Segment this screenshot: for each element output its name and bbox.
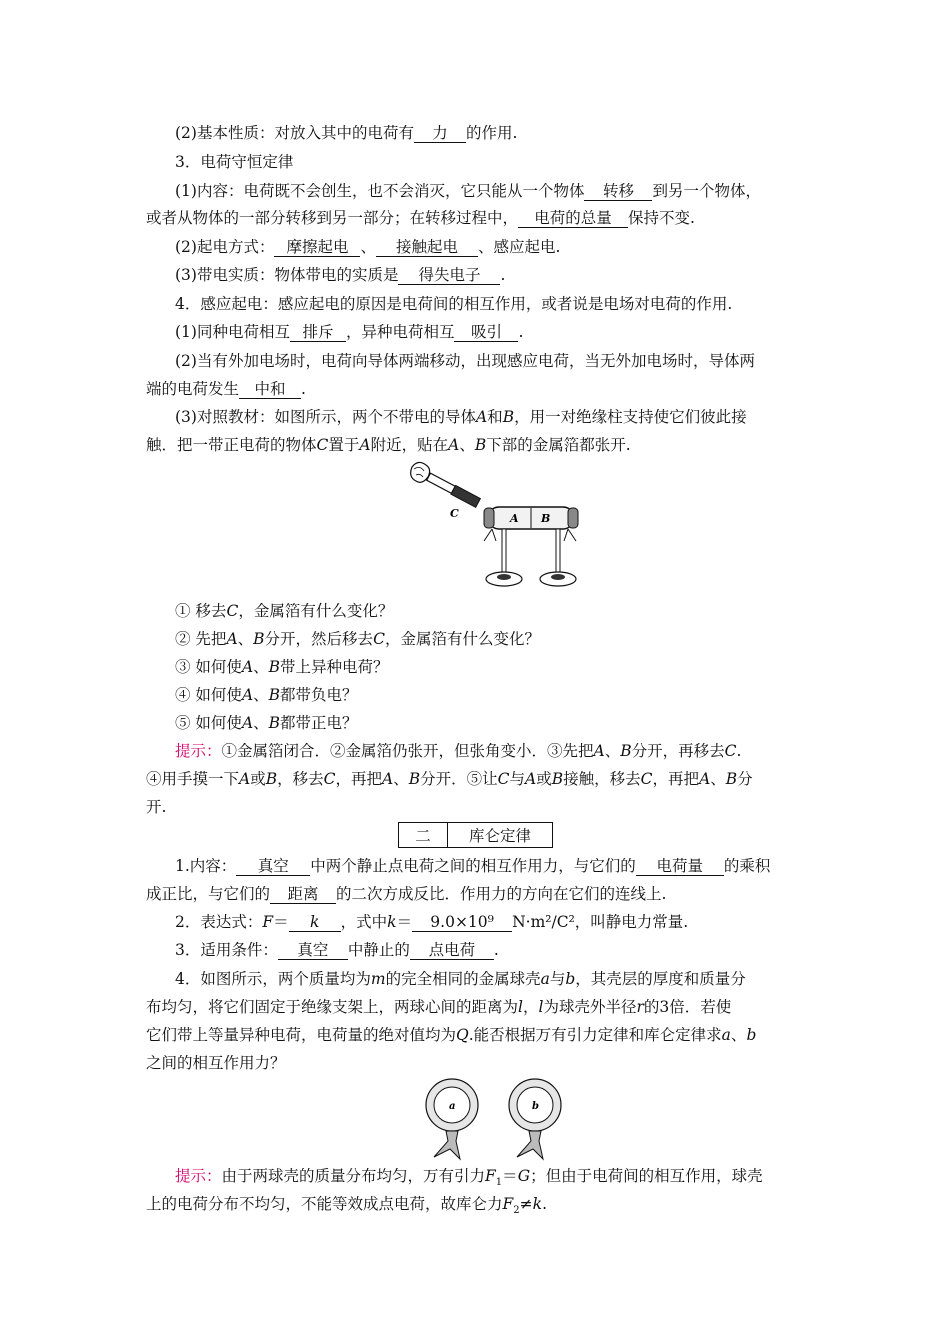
hint-1-line1: 提示：①金属箔闭合．②金属箔仍张开，但张角变小．③先把A、B分开，再移去C. bbox=[175, 742, 742, 760]
label-b: B bbox=[541, 512, 551, 525]
hint-1-line3: 开. bbox=[146, 798, 167, 816]
conservation-content-line1: (1)内容：电荷既不会创生，也不会消灭，它只能从一个物体 转移 到另一个物体， bbox=[175, 182, 761, 200]
charging-essence-line: (3)带电实质：物体带电的实质是 得失电子 . bbox=[175, 266, 506, 284]
conservation-content-line2: 或者从物体的一部分转移到另一部分；在转移过程中， 电荷的总量 保持不变. bbox=[146, 209, 695, 227]
answer-blank: 转移 bbox=[584, 182, 652, 201]
shell-a bbox=[426, 1079, 478, 1159]
answer-blank: 电荷量 bbox=[636, 857, 724, 876]
spherical-shell-line4: 之间的相互作用力？ bbox=[146, 1054, 286, 1072]
spherical-shell-line1: 4．如图所示，两个质量均为m的完全相同的金属球壳a与b，其壳层的厚度和质量分 bbox=[175, 970, 746, 988]
hint-label: 提示： bbox=[175, 1167, 222, 1185]
question-1: ① 移去C，金属箔有什么变化？ bbox=[175, 602, 394, 620]
question-4: ④ 如何使A、B都带负电？ bbox=[175, 686, 358, 704]
answer-blank: 真空 bbox=[278, 941, 348, 960]
charging-methods-line: (2)起电方式： 摩擦起电 、 接触起电 、感应起电. bbox=[175, 238, 561, 256]
shell-b bbox=[509, 1079, 561, 1159]
answer-blank: 力 bbox=[414, 124, 466, 143]
basic-property-line: (2)基本性质：对放入其中的电荷有 力 的作用. bbox=[175, 124, 518, 142]
answer-blank: 点电荷 bbox=[410, 941, 494, 960]
spherical-shell-line2: 布均匀，将它们固定于绝缘支架上，两球心间的距离为l，l为球壳外半径r的3倍．若使 bbox=[146, 998, 732, 1016]
answer-blank: 距离 bbox=[270, 885, 336, 904]
section-heading-coulomb bbox=[398, 822, 553, 848]
answer-blank: 中和 bbox=[239, 380, 301, 399]
hint-2-line1: 提示：由于两球壳的质量分布均匀，万有引力$F_1=G$；但由于电荷间的相互作用，球壳 bbox=[175, 1167, 763, 1189]
textbook-compare-line1: (3)对照教材：如图所示，两个不带电的导体A和B，用一对绝缘柱支持使它们彼此接 bbox=[175, 408, 747, 426]
foil-right bbox=[564, 529, 576, 541]
coulomb-expression-line: 2．表达式：F＝ k ，式中k＝ 9.0×10⁹ N·m²/C²，叫静电力常量. bbox=[175, 913, 689, 931]
answer-blank: 吸引 bbox=[454, 323, 518, 342]
question-2: ② 先把A、B分开，然后移去C，金属箔有什么变化？ bbox=[175, 630, 540, 648]
textbook-compare-line2: 触．把一带正电荷的物体C置于A附近，贴在A、B下部的金属箔都张开. bbox=[146, 436, 631, 454]
foil-left bbox=[484, 529, 496, 541]
answer-blank: k bbox=[289, 913, 341, 932]
section-title: 库仑定律 bbox=[468, 827, 531, 845]
spherical-shells-figure bbox=[420, 1075, 570, 1167]
section-number: 二 bbox=[399, 823, 448, 847]
answer-blank: 得失电子 bbox=[398, 266, 500, 285]
external-field-line2: 端的电荷发生 中和 . bbox=[146, 380, 306, 398]
spherical-shell-line3: 它们带上等量异种电荷，电荷量的绝对值均为Q.能否根据万有引力定律和库仑定律求a、b bbox=[146, 1026, 757, 1044]
answer-blank: 真空 bbox=[236, 857, 310, 876]
heading-induction: 4．感应起电：感应起电的原因是电荷间的相互作用，或者说是电场对电荷的作用. bbox=[175, 295, 733, 313]
answer-blank: 接触起电 bbox=[376, 238, 478, 257]
coulomb-content-line2: 成正比，与它们的 距离 的二次方成反比．作用力的方向在它们的连线上. bbox=[146, 885, 667, 903]
external-field-line1: (2)当有外加电场时，电荷向导体两端移动，出现感应电荷，当无外加电场时，导体两 bbox=[175, 352, 755, 370]
label-shell-b: b bbox=[532, 1101, 539, 1112]
answer-blank: 摩擦起电 bbox=[274, 238, 360, 257]
heading-charge-conservation: 3．电荷守恒定律 bbox=[175, 153, 294, 171]
answer-blank: 9.0×10⁹ bbox=[412, 913, 512, 932]
hint-2-line2: 上的电荷分布不均匀，不能等效成点电荷，故库仑力$F_2\ne k$. bbox=[146, 1195, 547, 1217]
question-5: ⑤ 如何使A、B都带正电？ bbox=[175, 714, 358, 732]
label-a: A bbox=[510, 512, 519, 525]
answer-blank: 电荷的总量 bbox=[518, 209, 628, 228]
hint-1-line2: ④用手摸一下A或B，移去C，再把A、B分开．⑤让C与A或B接触，移去C，再把A、B分 bbox=[146, 770, 753, 788]
question-3: ③ 如何使A、B带上异种电荷？ bbox=[175, 658, 389, 676]
like-charges-line: (1)同种电荷相互 排斥 ，异种电荷相互 吸引 . bbox=[175, 323, 524, 341]
hint-label: 提示： bbox=[175, 742, 222, 760]
answer-blank: 排斥 bbox=[290, 323, 346, 342]
label-c: C bbox=[450, 507, 459, 520]
induction-figure bbox=[400, 455, 590, 595]
coulomb-content-line1: 1.内容： 真空 中两个静止点电荷之间的相互作用力，与它们的 电荷量 的乘积 bbox=[175, 857, 771, 875]
label-shell-a: a bbox=[449, 1101, 456, 1112]
coulomb-condition-line: 3．适用条件： 真空 中静止的 点电荷 . bbox=[175, 941, 499, 959]
